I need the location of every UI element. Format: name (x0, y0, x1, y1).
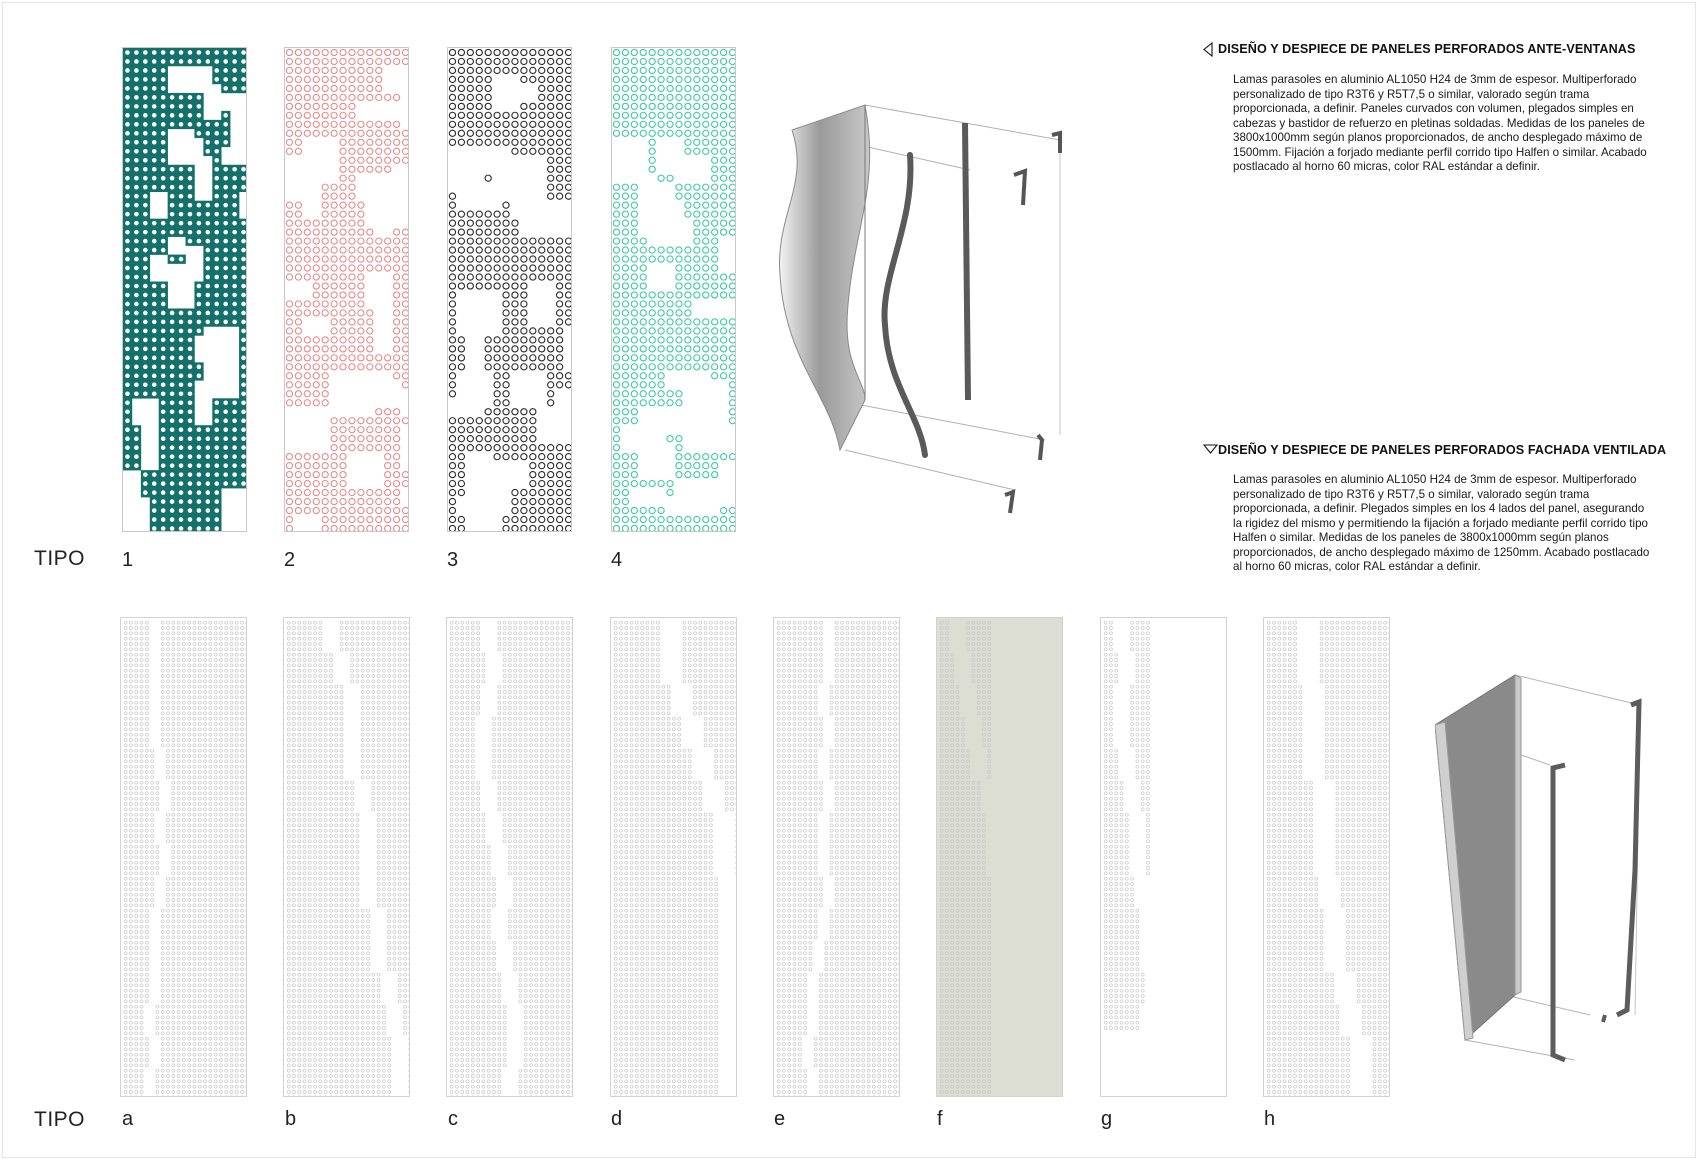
panel-letter-c: c (448, 1108, 458, 1130)
triangle-left-icon (1203, 42, 1214, 57)
panel-number-4: 4 (611, 549, 623, 571)
perforated-panel-d (610, 617, 737, 1097)
tipo-label-bottom: TIPO (34, 1108, 86, 1131)
panel-letter-d: d (611, 1108, 623, 1130)
perforated-panel-4 (611, 47, 736, 532)
perforated-panel-e (773, 617, 900, 1097)
panel-number-1: 1 (122, 549, 134, 571)
perforated-panel-g (1100, 617, 1227, 1097)
top-section-heading (1218, 42, 1635, 56)
perforated-panel-c (446, 617, 573, 1097)
panel-letter-e: e (774, 1108, 786, 1130)
bottom-heading-text: DISEÑO Y DESPIECE DE PANELES PERFORADOS FACHADA VENTILADA (1218, 443, 1667, 457)
flat-panel-isometric (1435, 670, 1655, 1080)
panel-letter-a: a (122, 1108, 134, 1130)
panel-number-3: 3 (447, 549, 459, 571)
perforated-panel-h (1263, 617, 1390, 1097)
top-section-description: Lamas parasoles en aluminio AL1050 H24 de 3mm de espesor. Multiperforado personalizado de tipo R3T6 y R5T7,5 o similar, valorado según trama proporcionada, a definir. Paneles curvados con volumen, plegados simples en cabezas y bastidor de refuerzo en pletinas soldadas. Medidas de los paneles de 3800x1000mm según planos proporcionados, de ancho desplegado máximo de 1500mm. Fijación a forjado mediante perfil corrido tipo Halfen o similar. Acabado postlacado al horno 60 micras, color RAL estándar a definir. (1233, 73, 1647, 173)
perforated-panel-1 (122, 47, 247, 532)
panel-letter-h: h (1264, 1108, 1276, 1130)
perforated-panel-f (936, 617, 1063, 1097)
panel-letter-g: g (1101, 1108, 1113, 1130)
perforated-panel-3 (447, 47, 572, 532)
perforated-panel-a (120, 617, 247, 1097)
triangle-down-icon (1203, 443, 1218, 455)
top-heading-text: DISEÑO Y DESPIECE DE PANELES PERFORADOS ANTE-VENTANAS (1218, 42, 1636, 56)
perforated-panel-2 (284, 47, 409, 532)
perforated-panel-b (283, 617, 410, 1097)
tipo-label-top: TIPO (34, 547, 86, 570)
bottom-section-description: Lamas parasoles en aluminio AL1050 H24 de 3mm de espesor. Multiperforado personalizado de tipo R3T6 y R5T7,5 o similar, valorado según trama proporcionada, a definir. Plegados simples en los 4 lados del panel, asegurando la rigidez del mismo y permitiendo la fijación a forjado mediante perfil corrido tipo Halfen o similar. Medidas de los paneles de 3800x1000mm según planos proporcionados, de ancho desplegado máximo de 1250mm. Acabado postlacado al horno 60 micras, color RAL estándar a definir. (1233, 473, 1650, 573)
panel-letter-b: b (285, 1108, 297, 1130)
curved-panel-isometric (770, 95, 1070, 525)
panel-letter-f: f (937, 1108, 943, 1130)
bottom-section-heading (1218, 443, 1666, 457)
panel-number-2: 2 (284, 549, 296, 571)
